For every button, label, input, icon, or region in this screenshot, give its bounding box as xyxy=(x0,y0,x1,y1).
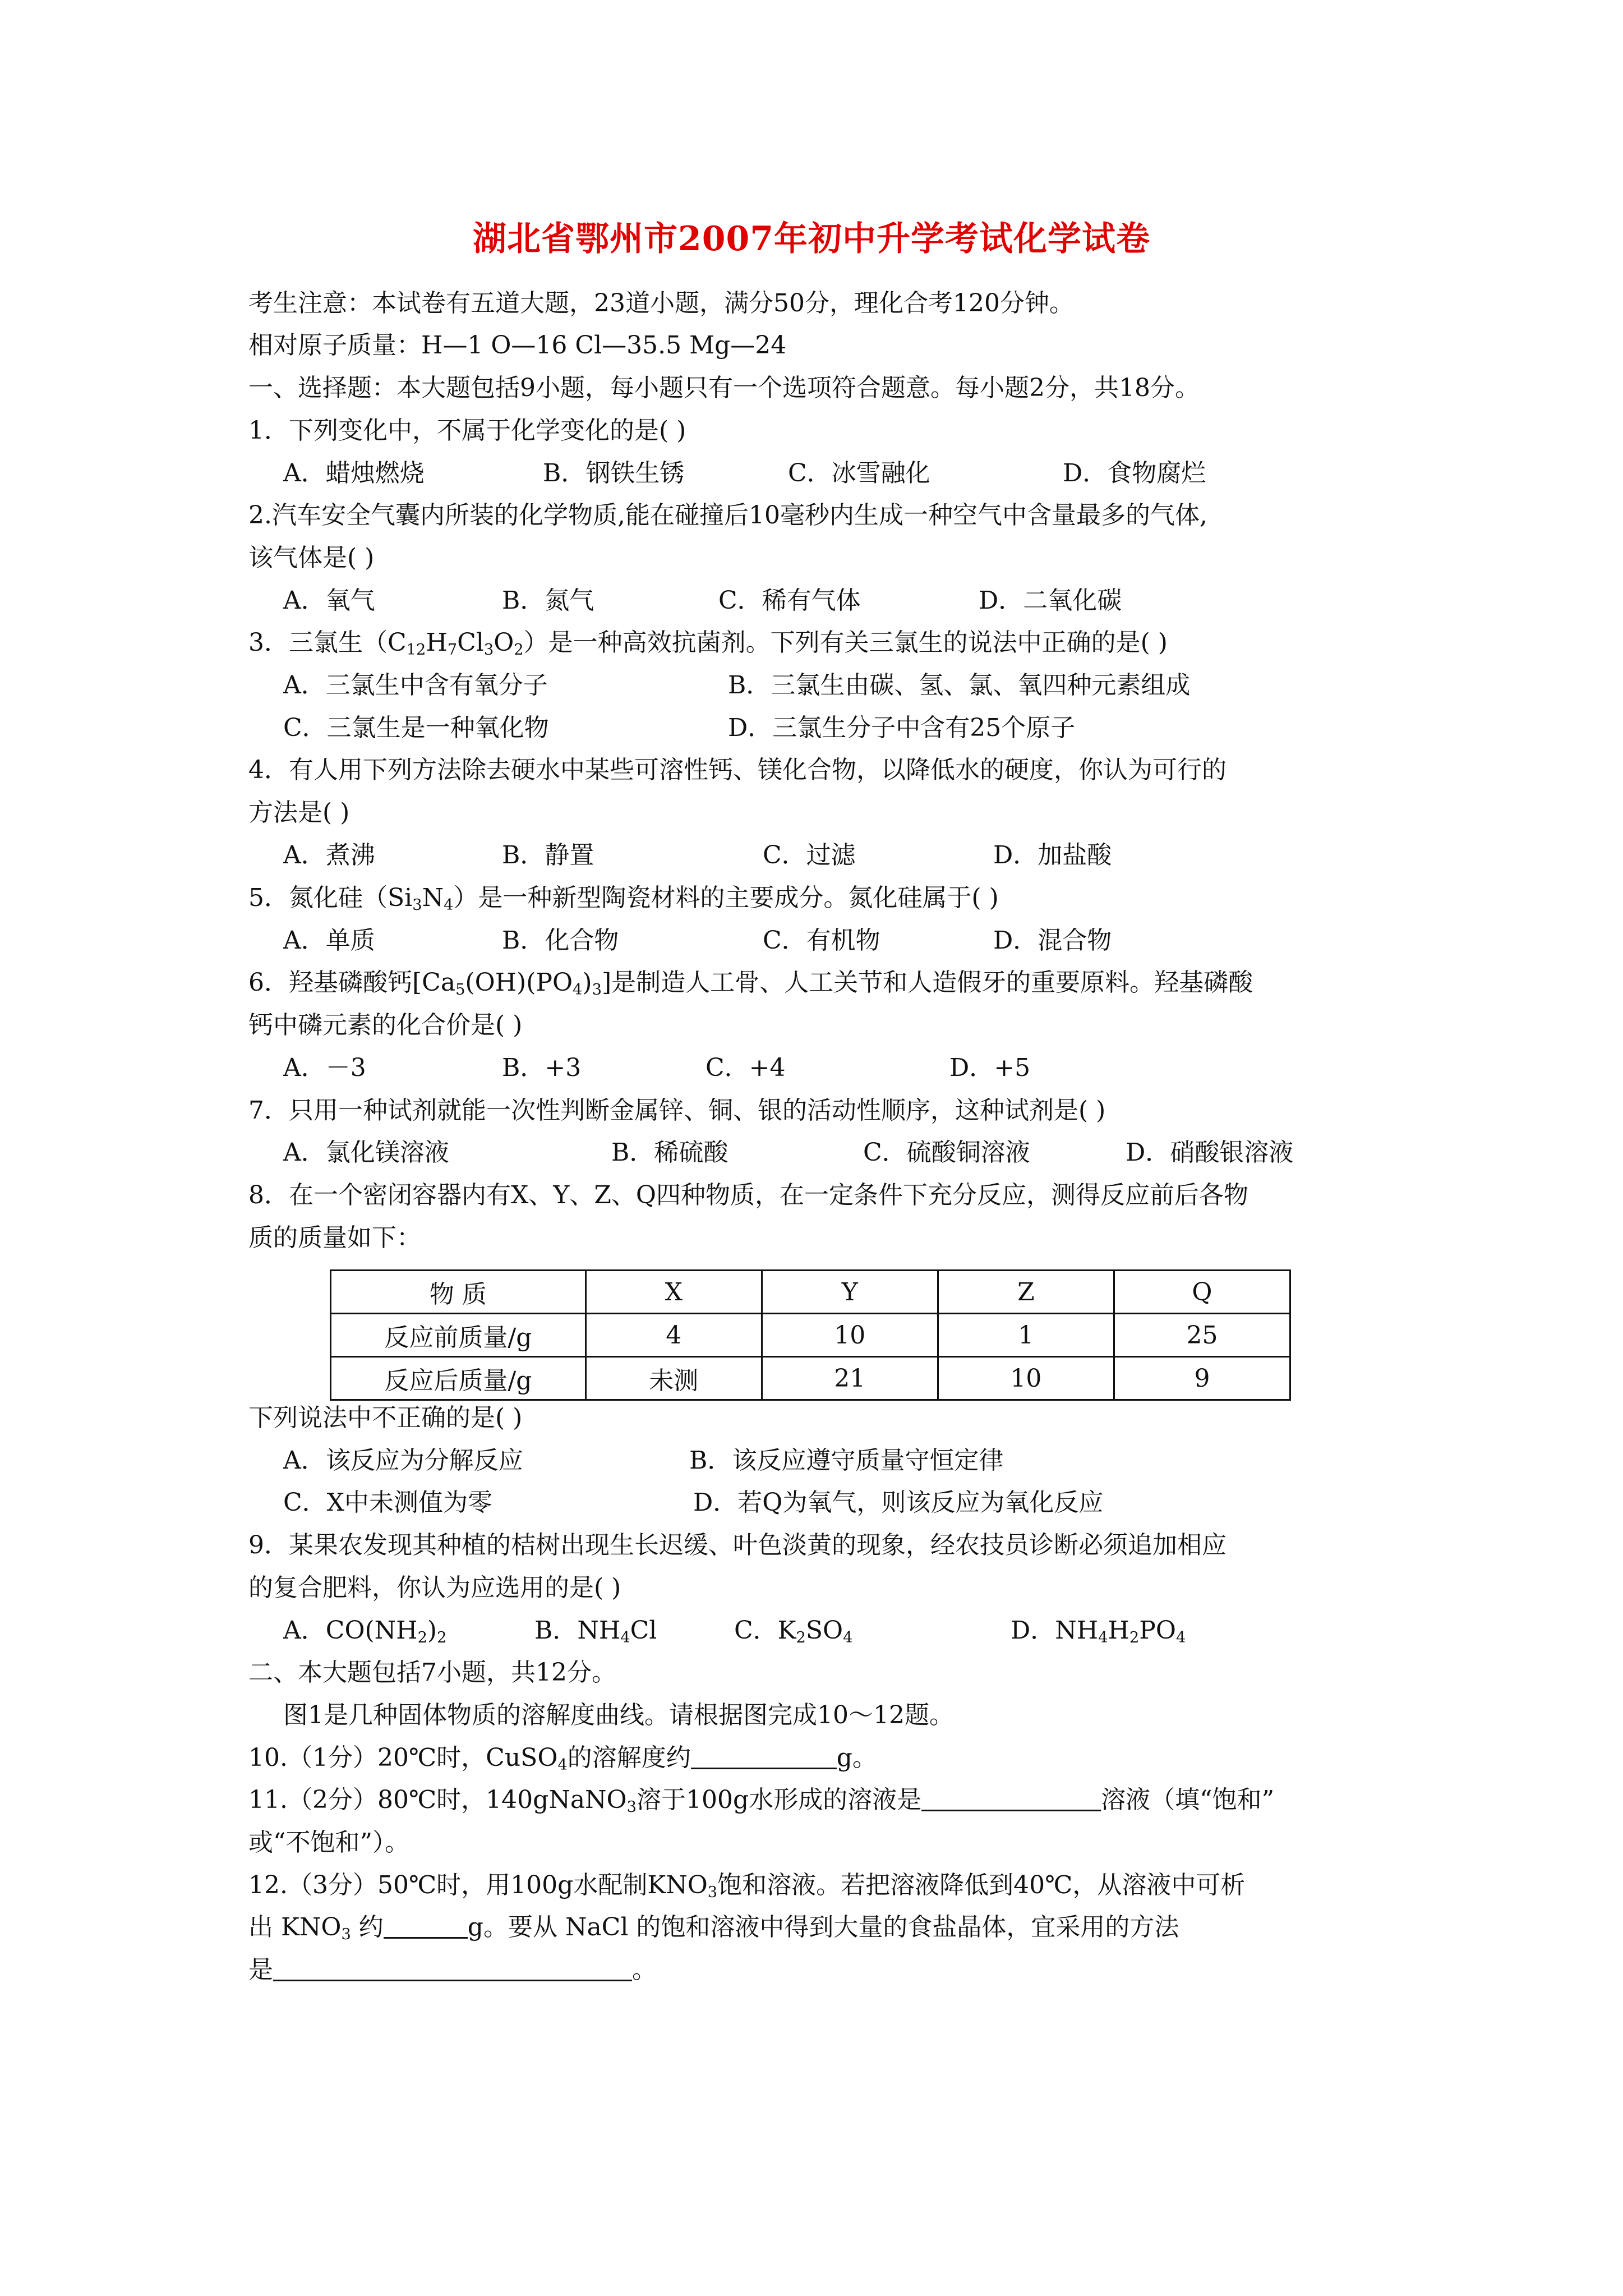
mass-data-table xyxy=(330,1269,1291,1401)
answer-blank[interactable] xyxy=(691,1745,837,1769)
option-a: A．$CO(NH_2)_2$ xyxy=(283,1616,447,1646)
question-8-line-2: 质的质量如下： xyxy=(248,1223,421,1252)
option-b: B．$NH_4Cl$ xyxy=(534,1616,657,1646)
question-6-line-2: 钙中磷元素的化合价是( ) xyxy=(248,1011,523,1039)
option-c: C．X中未测值为零 xyxy=(283,1488,492,1517)
option-d: D．二氧化碳 xyxy=(979,586,1122,615)
table-header-cell: Q xyxy=(1114,1271,1290,1314)
table-cell: 21 xyxy=(762,1357,938,1400)
option-b: B．氮气 xyxy=(502,586,594,615)
option-d: D．加盐酸 xyxy=(993,841,1112,869)
question-5-stem: 5．氮化硅$(Si_3N_4)$是一种新型陶瓷材料的主要成分。氮化硅属于( ) xyxy=(248,884,999,914)
table-cell: 10 xyxy=(762,1314,938,1357)
table-header-cell: X xyxy=(585,1271,762,1314)
option-d: D．$NH_4H_2PO_4$ xyxy=(1011,1616,1186,1646)
option-d: D．+5 xyxy=(949,1053,1031,1082)
question-3-stem: 3．三氯生$(C_{12}H_7Cl_3O_2)$是一种高效抗菌剂。下列有关三氯生的说法中正确的是( ) xyxy=(248,628,1168,659)
option-b: B．+3 xyxy=(502,1053,582,1082)
question-9-line-2: 的复合肥料，你认为应选用的是( ) xyxy=(248,1573,621,1602)
option-d: D．若Q为氧气，则该反应为氧化反应 xyxy=(693,1488,1104,1517)
option-a: A．该反应为分解反应 xyxy=(283,1446,523,1475)
option-b: B．该反应遵守质量守恒定律 xyxy=(689,1446,1004,1475)
option-c: C．稀有气体 xyxy=(718,586,861,615)
option-b: B．钢铁生锈 xyxy=(543,459,685,487)
question-4-line-1: 4．有人用下列方法除去硬水中某些可溶性钙、镁化合物，以降低水的硬度，你认为可行的 xyxy=(248,756,1227,784)
page-title: 湖北省鄂州市2007年初中升学考试化学试卷 xyxy=(473,219,1150,259)
option-d: D．混合物 xyxy=(993,926,1112,955)
option-c: C．硫酸铜溶液 xyxy=(863,1138,1030,1167)
option-c: C．过滤 xyxy=(763,841,856,869)
table-cell: 9 xyxy=(1114,1357,1290,1400)
option-b: B．三氯生由碳、氢、氯、氧四种元素组成 xyxy=(728,671,1191,700)
answer-blank[interactable] xyxy=(921,1787,1101,1811)
table-header-cell: Y xyxy=(762,1271,938,1314)
question-6-line-1: 6．羟基磷酸钙$[Ca_5(OH)(PO_4)_3]$是制造人工骨、人工关节和人造假牙的重要原料。羟基磷酸 xyxy=(248,968,1253,999)
option-b: B．静置 xyxy=(502,841,594,869)
table-header-cell: 物 质 xyxy=(331,1271,586,1314)
option-a: A．煮沸 xyxy=(283,841,375,869)
question-12-line-1: 12.（3分）50℃时，用100g水配制$KNO_3$饱和溶液。若把溶液降低到40℃，从溶液中可析 xyxy=(248,1871,1246,1901)
table-row xyxy=(331,1357,1290,1400)
table-header-row xyxy=(331,1271,1290,1314)
option-d: D．三氯生分子中含有25个原子 xyxy=(728,714,1076,742)
question-9-line-1: 9．某果农发现其种植的桔树出现生长迟缓、叶色淡黄的现象，经农技员诊断必须追加相应 xyxy=(248,1531,1227,1559)
question-11-line-1: 11.（2分）80℃时，140gNaNO$_3$溶于100g水形成的溶液是 溶液（填“饱和” xyxy=(248,1786,1275,1816)
option-c: C．三氯生是一种氧化物 xyxy=(283,714,549,742)
question-12-line-2: 出 $KNO_3$ 约 g。要从 NaCl 的饱和溶液中得到大量的食盐晶体，宜采用的方法 xyxy=(248,1913,1179,1943)
option-a: A．蜡烛燃烧 xyxy=(283,459,425,487)
question-8-prompt: 下列说法中不正确的是( ) xyxy=(248,1404,523,1432)
option-a: A．氯化镁溶液 xyxy=(283,1138,449,1167)
table-cell: 4 xyxy=(585,1314,762,1357)
option-b: B．稀硫酸 xyxy=(611,1138,728,1167)
question-7-stem: 7．只用一种试剂就能一次性判断金属锌、铜、银的活动性顺序，这种试剂是( ) xyxy=(248,1096,1106,1125)
option-b: B．化合物 xyxy=(502,926,619,955)
table-row xyxy=(331,1314,1290,1357)
question-2-line-2: 该气体是( ) xyxy=(248,544,375,572)
option-c: C．$K_2SO_4$ xyxy=(734,1616,853,1646)
table-cell: 反应前质量/g xyxy=(331,1314,586,1357)
table-cell: 反应后质量/g xyxy=(331,1357,586,1400)
answer-blank[interactable] xyxy=(273,1957,632,1981)
question-8-line-1: 8．在一个密闭容器内有X、Y、Z、Q四种物质，在一定条件下充分反应，测得反应前后各物 xyxy=(248,1181,1249,1209)
option-d: D．硝酸银溶液 xyxy=(1126,1138,1294,1167)
atomic-mass-line: 相对原子质量：H—1 O—16 Cl—35.5 Mg—24 xyxy=(248,331,787,360)
question-12-line-3: 是 。 xyxy=(248,1955,657,1984)
question-2-line-1: 2.汽车安全气囊内所装的化学物质,能在碰撞后10毫秒内生成一种空气中含量最多的气体, xyxy=(248,501,1207,530)
option-a: A．氧气 xyxy=(283,586,375,615)
option-a: A．三氯生中含有氧分子 xyxy=(283,671,548,700)
section-2-heading: 二、本大题包括7小题，共12分。 xyxy=(248,1658,616,1687)
figure-note: 图1是几种固体物质的溶解度曲线。请根据图完成10～12题。 xyxy=(283,1701,954,1729)
section-1-heading: 一、选择题：本大题包括9小题，每小题只有一个选项符合题意。每小题2分，共18分。 xyxy=(248,374,1200,402)
question-10: 10.（1分）20℃时，CuSO$_4$的溶解度约 g。 xyxy=(248,1743,877,1774)
table-cell: 10 xyxy=(938,1357,1114,1400)
question-11-line-2: 或“不饱和”）。 xyxy=(248,1828,409,1857)
option-d: D．食物腐烂 xyxy=(1063,459,1206,487)
option-c: C．+4 xyxy=(706,1053,786,1082)
option-c: C．冰雪融化 xyxy=(788,459,930,487)
answer-blank[interactable] xyxy=(384,1915,468,1939)
table-cell: 未测 xyxy=(585,1357,762,1400)
table-cell: 1 xyxy=(938,1314,1114,1357)
question-4-line-2: 方法是( ) xyxy=(248,798,350,827)
option-c: C．有机物 xyxy=(763,926,880,955)
option-a: A．－3 xyxy=(283,1053,366,1082)
exam-notice: 考生注意：本试卷有五道大题，23道小题，满分50分，理化合考120分钟。 xyxy=(248,289,1074,318)
option-a: A．单质 xyxy=(283,926,375,955)
question-1-stem: 1．下列变化中，不属于化学变化的是( ) xyxy=(248,416,686,445)
table-cell: 25 xyxy=(1114,1314,1290,1357)
table-header-cell: Z xyxy=(938,1271,1114,1314)
